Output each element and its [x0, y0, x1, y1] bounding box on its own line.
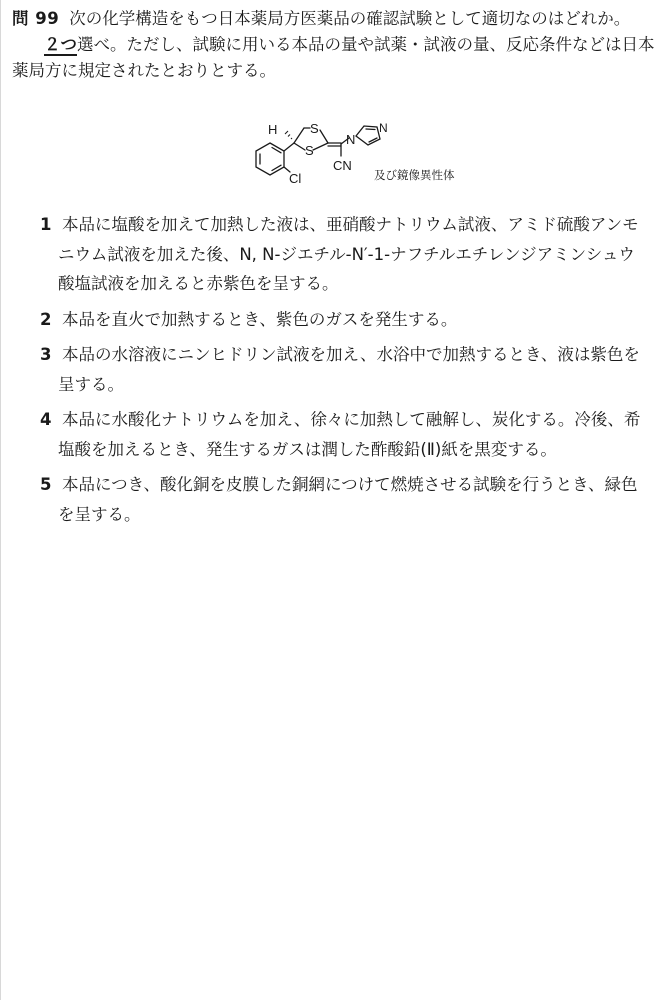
option-text-line: 本品の水溶液にニンヒドリン試液を加え、水浴中で加熱するとき、液は紫色を: [62, 345, 640, 364]
stem-text-1: 次の化学構造をもつ日本薬局方医薬品の確認試験として適切なのはどれか。: [69, 9, 631, 28]
option-text-line: 酸塩試液を加えると赤紫色を呈する。: [58, 274, 339, 293]
option-text-line: 本品に水酸化ナトリウムを加え、徐々に加熱して融解し、炭化する。冷後、希: [62, 410, 641, 429]
page-border: [0, 0, 1, 1000]
imidazole-double-bond-1: [366, 129, 375, 130]
ring-bond-5: [313, 143, 328, 150]
option-5: [40, 470, 670, 529]
stem-text-3: 薬局方に規定されたとおりとする。: [12, 61, 276, 80]
stem-text-2: 選べ。ただし、試験に用いる本品の量や試薬・試液の量、反応条件などは日本: [77, 35, 655, 54]
question-number: 問 99: [12, 9, 60, 28]
option-text-line: 呈する。: [58, 374, 124, 394]
atom-label-imidazole-n: N: [379, 121, 388, 135]
atom-label-cn: CN: [333, 158, 352, 173]
option-text-line: 本品につき、酸化銅を皮膜した銅網につけて燃焼させる試験を行うとき、緑色: [62, 475, 638, 494]
option-number: 3: [40, 345, 52, 364]
chemical-structure: [232, 114, 472, 192]
atom-label-cl: Cl: [289, 171, 302, 186]
ring-bond-3: [320, 130, 328, 143]
option-number: 1: [40, 215, 52, 234]
question-stem: [12, 6, 664, 84]
aryl-bond: [284, 143, 294, 151]
question-stem-line1: [12, 6, 664, 32]
option-number: 4: [40, 410, 52, 429]
option-text-line: 本品に塩酸を加えて加熱した液は、亜硝酸ナトリウム試液、アミド硫酸アンモ: [62, 215, 639, 234]
atom-label-s2: S: [305, 143, 314, 158]
option-text-line: 本品を直火で加熱するとき、紫色のガスを発生する。: [62, 309, 458, 329]
structure-caption: 及び鏡像異性体: [374, 168, 455, 182]
emphasis-two: ２つ: [44, 35, 77, 54]
option-1: [40, 210, 670, 299]
ring-bond-4: [294, 143, 305, 150]
option-text-line: ニウム試液を加えた後、N, N-ジエチル-N′-1-ナフチルエチレンジアミンシュウ: [58, 244, 635, 264]
option-4: [40, 405, 670, 464]
question-stem-line2: [12, 32, 664, 58]
answer-options: [40, 210, 670, 535]
stereo-hash: [285, 131, 292, 139]
option-number: 2: [40, 309, 52, 329]
question-stem-line3: [12, 58, 664, 84]
atom-label-n: N: [346, 132, 356, 147]
option-3: [40, 340, 670, 399]
option-2: [40, 305, 670, 335]
option-number: 5: [40, 475, 52, 494]
atom-label-s1: S: [310, 121, 319, 136]
ring-bond-1: [294, 128, 304, 143]
atom-label-h: H: [268, 122, 278, 137]
luliconazole-structure-diagram: [232, 114, 472, 192]
option-text-line: 塩酸を加えるとき、発生するガスは潤した酢酸鉛(Ⅱ)紙を黒変する。: [58, 439, 557, 459]
option-text-line: を呈する。: [58, 504, 141, 524]
